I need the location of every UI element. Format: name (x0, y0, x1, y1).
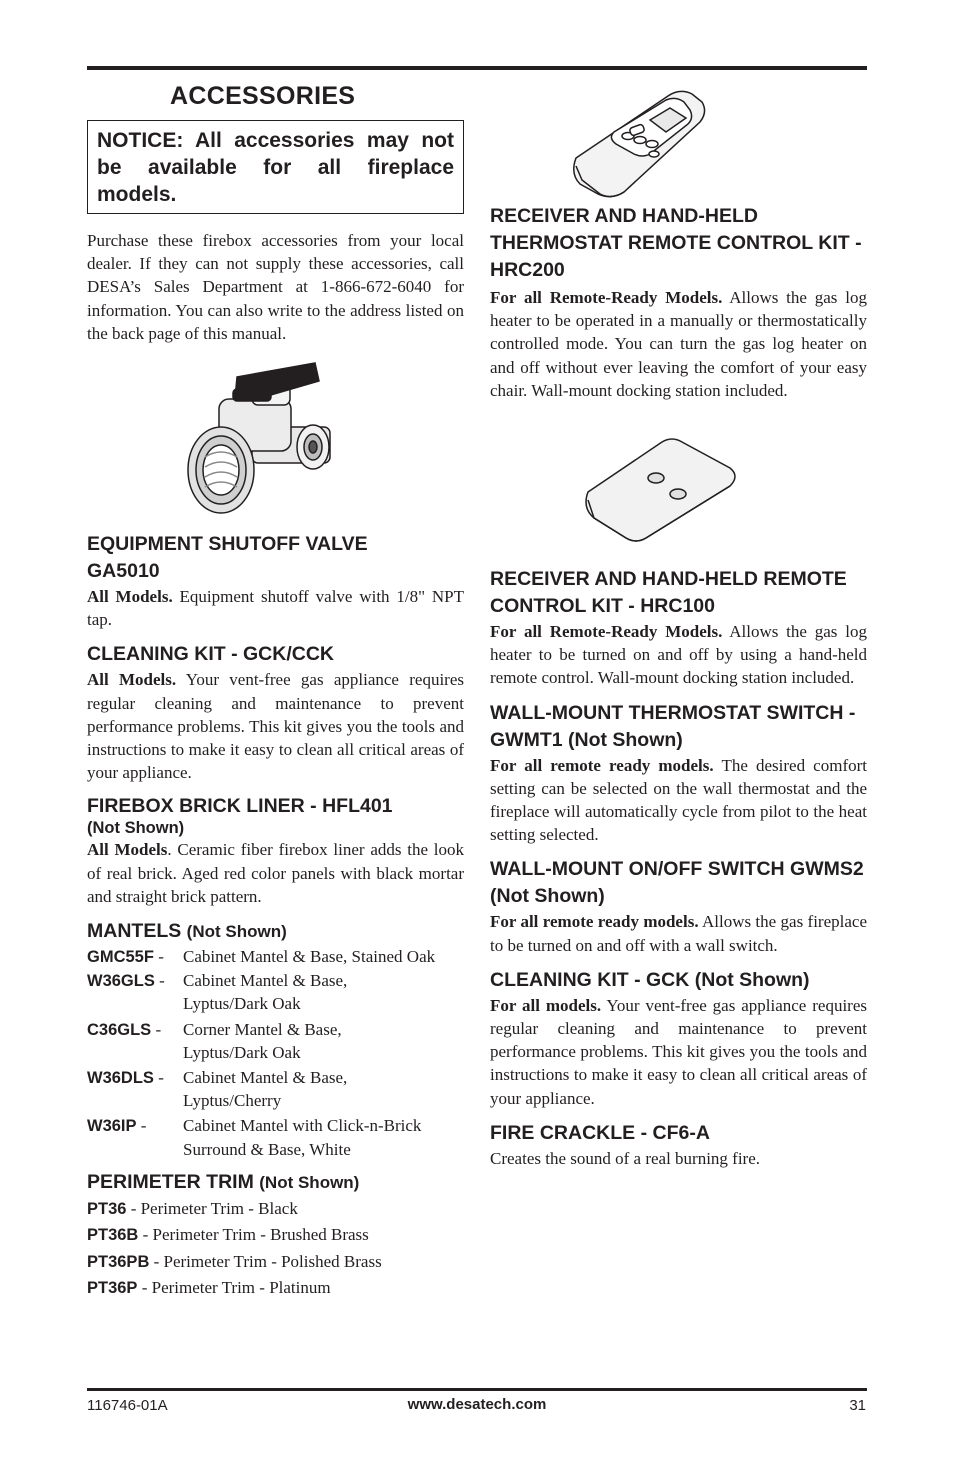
mantels-heading (87, 918, 464, 945)
mantel-code: GMC55F (87, 948, 154, 967)
hrc100-text: Allows the gas log heater to be turned on and off by using a hand-held remote control. Wall-mount docking station included. (490, 622, 867, 688)
mantel-sep: - (151, 1019, 162, 1039)
mantel-desc: Corner Mantel & Base, Lyptus/Dark Oak (183, 1019, 342, 1062)
footer-rule (87, 1388, 867, 1391)
gck-text: Your vent-free gas appliance requires regular cleaning and maintenance to prevent performance problems. This kit gives you the tools and instructions to make it easy to clean all critical areas of your appliance. (490, 995, 867, 1108)
mantels-heading-text: MANTELS (87, 920, 182, 943)
valve-heading-line1: EQUIPMENT SHUTOFF VALVE (87, 533, 368, 556)
hrc200-text: Allows the gas log heater to be operated in a manually or thermostatically controlled mode. You can turn the gas log heater on and off without ever leaving the comfort of your easy chair. Wall-mount docking station included. (490, 288, 867, 400)
valve-text: Equipment shutoff valve with 1/8" NPT tap. (87, 587, 464, 630)
mantel-desc: Cabinet Mantel & Base, Lyptus/Cherry (183, 1068, 348, 1111)
shutoff-valve-illustration (87, 355, 464, 523)
trim-item (87, 1275, 464, 1302)
brick-text: . Ceramic fiber firebox liner adds the look of real brick. Aged red color panels with black mortar and straight brick pattern. (87, 840, 464, 906)
trim-desc: - Perimeter Trim - Brushed Brass (138, 1225, 369, 1245)
hrc100-lead: For all Remote-Ready Models. (490, 622, 723, 642)
trim-list (87, 1196, 464, 1302)
mantel-code: W36GLS (87, 972, 155, 991)
trim-code: PT36PB (87, 1252, 150, 1271)
gwms2-lead: For all remote ready models. (490, 912, 699, 932)
gck-heading: CLEANING KIT - GCK (Not Shown) (490, 968, 810, 991)
crackle-heading: FIRE CRACKLE - CF6-A (490, 1121, 710, 1144)
trim-heading (87, 1169, 464, 1196)
gwmt1-lead: For all remote ready models. (490, 755, 714, 775)
mantel-desc: Cabinet Mantel & Base, Stained Oak (183, 947, 436, 967)
gwmt1-text: The desired comfort setting can be selected on the wall thermostat and the fireplace will automatically cycle from pilot to the heat setting selected. (490, 755, 867, 845)
trim-item (87, 1196, 464, 1223)
left-column (87, 78, 464, 1302)
hrc200-heading: RECEIVER AND HAND-HELD THERMOSTAT REMOTE CONTROL KIT - HRC200 (490, 205, 862, 281)
mantel-desc: Cabinet Mantel & Base, Lyptus/Dark Oak (183, 971, 348, 1014)
mantel-desc: Cabinet Mantel with Click-n-Brick Surround & Base, White (183, 1116, 422, 1159)
mantel-item (87, 1114, 464, 1160)
trim-code: PT36P (87, 1279, 138, 1298)
mantels-list (87, 945, 464, 1161)
gck-lead: For all models. (490, 995, 602, 1015)
trim-code: PT36 (87, 1199, 127, 1218)
brick-heading: FIREBOX BRICK LINER - HFL401 (87, 795, 393, 818)
intro-text: Purchase these firebox accessories from your local dealer. If they can not supply these accessories, call DESA’s Sales Department at 1-866-672-6040 for information. You can also write to the address listed on the back page of this manual. (87, 231, 464, 343)
mantel-code: W36DLS (87, 1069, 154, 1088)
mantels-heading-note: (Not Shown) (186, 922, 287, 942)
mantel-sep: - (153, 1068, 164, 1088)
valve-description (87, 585, 464, 631)
mantel-item (87, 945, 464, 969)
gwms2-text: Allows the gas fireplace to be turned on and off with a wall switch. (490, 912, 867, 955)
mantel-sep: - (136, 1116, 147, 1136)
cleaning-lead: All Models. (87, 670, 177, 690)
mantel-item (87, 1018, 464, 1064)
remote-control-illustration (490, 414, 867, 564)
hrc100-description (490, 620, 867, 690)
brick-description (87, 838, 464, 908)
valve-heading (87, 531, 464, 585)
trim-item (87, 1249, 464, 1276)
mantel-item (87, 1066, 464, 1112)
brick-lead: All Models (87, 840, 168, 860)
trim-heading-text: PERIMETER TRIM (87, 1170, 254, 1193)
mantel-item (87, 969, 464, 1015)
valve-heading-line2: GA5010 (87, 560, 160, 583)
cleaning-description (87, 668, 464, 784)
thermostat-remote-illustration (490, 80, 867, 202)
doc-number: 116746-01A (87, 1397, 168, 1414)
trim-code: PT36B (87, 1226, 139, 1245)
gwmt1-heading: WALL-MOUNT THERMOSTAT SWITCH - GWMT1 (Not Shown) (490, 701, 856, 751)
mantel-code: C36GLS (87, 1020, 152, 1039)
hrc200-description (490, 286, 867, 402)
gck-description (490, 994, 867, 1110)
trim-heading-note: (Not Shown) (259, 1172, 360, 1192)
hrc100-heading: RECEIVER AND HAND-HELD REMOTE CONTROL KIT - HRC100 (490, 568, 847, 618)
trim-desc: - Perimeter Trim - Black (126, 1198, 298, 1218)
page-number: 31 (849, 1397, 866, 1414)
gwmt1-description (490, 754, 867, 847)
mantel-sep: - (154, 971, 165, 991)
hrc200-lead: For all Remote-Ready Models. (490, 288, 723, 307)
page-title: ACCESSORIES (170, 82, 356, 110)
trim-desc: - Perimeter Trim - Platinum (137, 1278, 331, 1298)
valve-lead: All Models. (87, 587, 173, 607)
mantel-code: W36IP (87, 1117, 137, 1136)
brick-subheading: (Not Shown) (87, 819, 185, 838)
gwms2-heading: WALL-MOUNT ON/OFF SWITCH GWMS2 (Not Shown) (490, 858, 864, 908)
notice-box: NOTICE: All accessories may not be available for all fireplace models. (87, 120, 464, 214)
crackle-description: Creates the sound of a real burning fire. (490, 1148, 761, 1168)
right-column (490, 78, 867, 1170)
gwms2-description (490, 910, 867, 956)
website-link[interactable]: www.desatech.com (407, 1396, 547, 1413)
cleaning-text: Your vent-free gas appliance requires regular cleaning and maintenance to prevent performance problems. This kit gives you the tools and instructions to make it easy to clean all critical areas of your appliance. (87, 670, 464, 783)
cleaning-heading: CLEANING KIT - GCK/CCK (87, 643, 334, 666)
trim-item (87, 1222, 464, 1249)
trim-desc: - Perimeter Trim - Polished Brass (149, 1251, 382, 1271)
mantel-sep: - (153, 947, 164, 967)
top-rule (87, 66, 867, 70)
